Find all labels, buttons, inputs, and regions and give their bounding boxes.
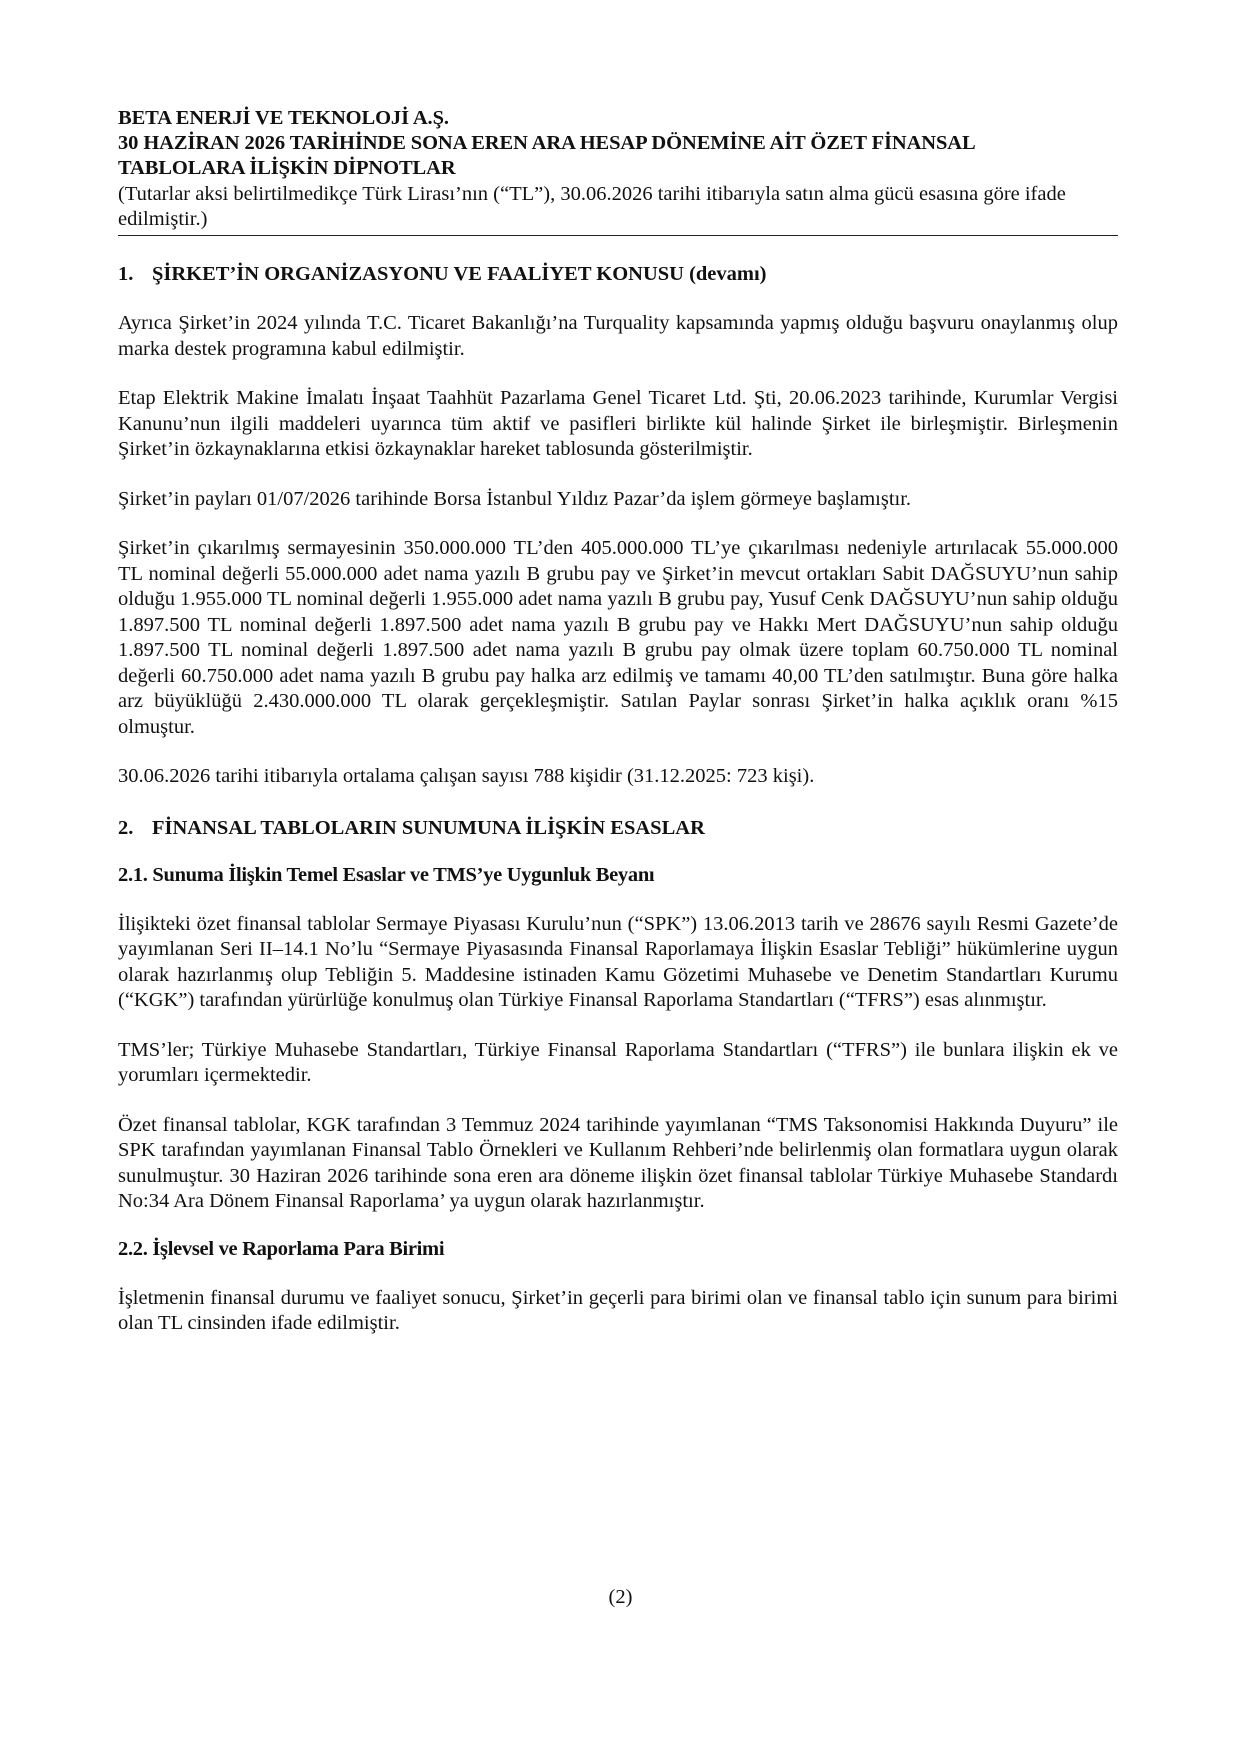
subsection-2-1-title: 2.1. Sunuma İlişkin Temel Esaslar ve TMS’ye Uygunluk Beyanı [118, 863, 655, 886]
page-number: (2) [608, 1586, 633, 1608]
company-name: BETA ENERJİ VE TEKNOLOJİ A.Ş. [118, 107, 449, 129]
section-1-title: ŞİRKET’İN ORGANİZASYONU VE FAALİYET KONUSU (devamı) [152, 263, 767, 285]
paragraph: Etap Elektrik Makine İmalatı İnşaat Taahhüt Pazarlama Genel Ticaret Ltd. Şti, 20.06.2023 tarihinde, Kurumlar Vergisi Kanunu’nun ilgili maddeleri uyarınca tüm aktif ve pasifleri birlikte kül halinde Şirket ile birleşmiştir. Birleşmenin Şirket’in özkaynaklarına etkisi özkaynaklar hareket tablosunda gösterilmiştir. [118, 387, 1118, 460]
report-title-line-2: TABLOLARA İLİŞKİN DİPNOTLAR [118, 157, 456, 179]
paragraph: TMS’ler; Türkiye Muhasebe Standartları, Türkiye Finansal Raporlama Standartları (“TFRS”) ile bunlara ilişkin ek ve yorumları içermektedir. [118, 1038, 1118, 1086]
section-2-heading [118, 816, 1118, 841]
subsection-2-2-title: 2.2. İşlevsel ve Raporlama Para Birimi [118, 1237, 445, 1260]
document-header [118, 106, 1118, 236]
paragraph: İlişikteki özet finansal tablolar Sermaye Piyasası Kurulu’nun (“SPK”) 13.06.2013 tarih ve 28676 sayılı Resmi Gazete’de yayımlanan Seri II–14.1 No’lu “Sermaye Piyasasında Finansal Raporlamaya İlişkin Esaslar Tebliği” hükümlerine uygun olarak hazırlanmış olup Tebliğin 5. Maddesine istinaden Kamu Gözetimi Muhasebe ve Denetim Standartları Kurumu (“KGK”) tarafından yürürlüğe konulmuş olan Türkiye Finansal Raporlama Standartları (“TFRS”) esas alınmıştır. [118, 912, 1118, 1011]
currency-note: (Tutarlar aksi belirtilmedikçe Türk Lirası’nın (“TL”), 30.06.2026 tarihi itibarıyla satın alma gücü esasına göre ifade edilmiştir.) [118, 183, 1066, 230]
section-1-number: 1. [118, 263, 134, 285]
paragraph: Şirket’in çıkarılmış sermayesinin 350.000.000 TL’den 405.000.000 TL’ye çıkarılması nedeniyle artırılacak 55.000.000 TL nominal değerli 55.000.000 adet nama yazılı B grubu pay ve Şirket’in mevcut ortakları Sabit DAĞSUYU’nun sahip olduğu 1.955.000 TL nominal değerli 1.955.000 adet nama yazılı B grubu pay, Yusuf Cenk DAĞSUYU’nun sahip olduğu 1.897.500 TL nominal değerli 1.897.500 adet nama yazılı B grubu pay ve Hakkı Mert DAĞSUYU’nun sahip olduğu 1.897.500 TL nominal değerli 1.897.500 adet nama yazılı B grubu pay olmak üzere toplam 60.750.000 TL nominal değerli 60.750.000 adet nama yazılı B grubu pay halka arz edilmiş ve tamamı 40,00 TL’den satılmıştır. Buna göre halka arz büyüklüğü 2.430.000.000 TL olarak gerçekleşmiştir. Satılan Paylar sonrası Şirket’in halka açıklık oranı %15 olmuştur. [118, 537, 1118, 738]
paragraph: Ayrıca Şirket’in 2024 yılında T.C. Ticaret Bakanlığı’na Turquality kapsamında yapmış olduğu başvuru onaylanmış olup marka destek programına kabul edilmiştir. [118, 312, 1118, 360]
paragraph: İşletmenin finansal durumu ve faaliyet sonucu, Şirket’in geçerli para birimi olan ve finansal tablo için sunum para birimi olan TL cinsinden ifade edilmiştir. [118, 1286, 1118, 1334]
paragraph: Şirket’in payları 01/07/2026 tarihinde Borsa İstanbul Yıldız Pazar’da işlem görmeye başlamıştır. [118, 487, 912, 510]
paragraph: 30.06.2026 tarihi itibarıyla ortalama çalışan sayısı 788 kişidir (31.12.2025: 723 kişi). [118, 765, 815, 787]
section-2-title: FİNANSAL TABLOLARIN SUNUMUNA İLİŞKİN ESASLAR [152, 816, 705, 839]
report-title-line-1: 30 HAZİRAN 2026 TARİHİNDE SONA EREN ARA HESAP DÖNEMİNE AİT ÖZET FİNANSAL [118, 132, 976, 154]
header-divider [118, 235, 1118, 236]
section-2-number: 2. [118, 816, 134, 839]
paragraph: Özet finansal tablolar, KGK tarafından 3 Temmuz 2024 tarihinde yayımlanan “TMS Taksonomisi Hakkında Duyuru” ile SPK tarafından yayımlanan Finansal Tablo Örnekleri ve Kullanım Rehberi’nde belirlenmiş olan formatlara uygun olarak sunulmuştur. 30 Haziran 2026 tarihinde sona eren ara döneme ilişkin özet finansal tablolar Türkiye Muhasebe Standardı No:34 Ara Dönem Finansal Raporlama’ ya uygun olarak hazırlanmıştır. [118, 1113, 1118, 1212]
section-1-heading [118, 262, 1118, 287]
document-page [118, 106, 1118, 1337]
